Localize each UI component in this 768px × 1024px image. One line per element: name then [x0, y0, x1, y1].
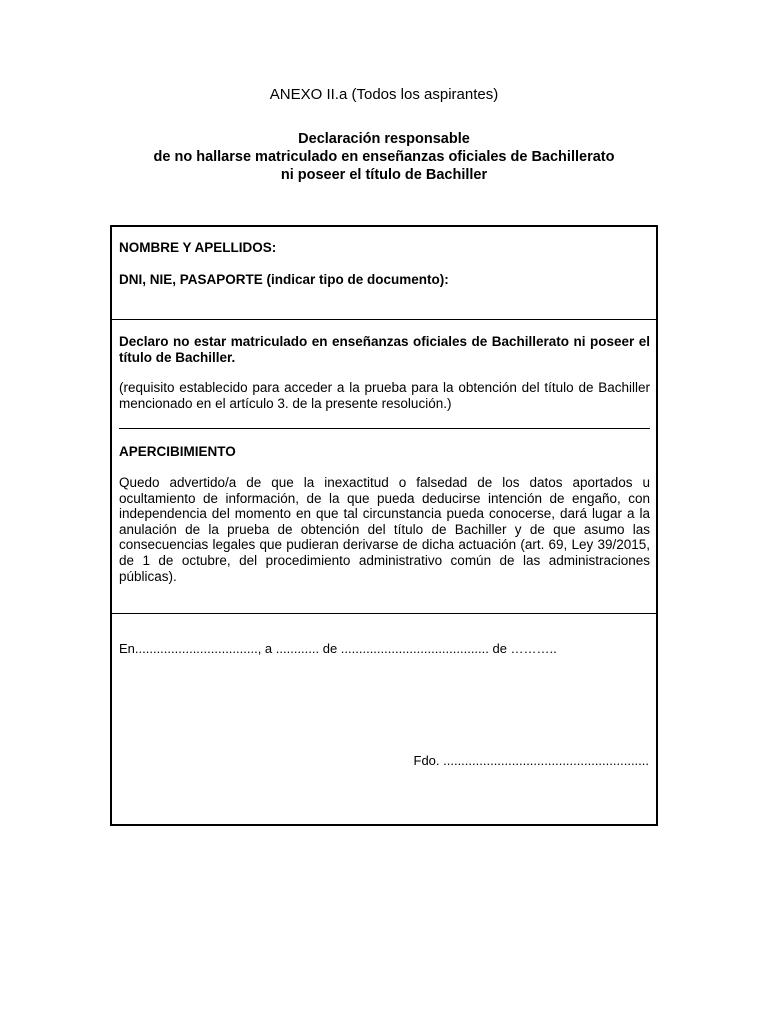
id-document-field[interactable]: DNI, NIE, PASAPORTE (indicar tipo de documento): — [119, 272, 449, 287]
declaration-section — [112, 320, 656, 614]
document-heading — [0, 130, 768, 184]
signature-line[interactable]: Fdo. ......................................................... — [413, 753, 649, 768]
full-name-field[interactable]: NOMBRE Y APELLIDOS: — [119, 240, 277, 255]
signature-section — [112, 614, 656, 824]
annex-title: ANEXO II.a (Todos los aspirantes) — [269, 86, 499, 103]
requirement-note: (requisito establecido para acceder a la prueba para la obtención del título de Bachiller mencionado en el artículo 3. de la presente resolución.) — [119, 380, 650, 411]
heading-line-3: ni poseer el título de Bachiller — [280, 167, 488, 183]
declaration-form — [110, 225, 658, 826]
identification-section — [112, 227, 656, 320]
heading-line-1: Declaración responsable — [298, 131, 470, 147]
section-divider — [119, 428, 650, 429]
heading-line-2: de no hallarse matriculado en enseñanzas oficiales de Bachillerato — [153, 149, 615, 165]
warning-heading: APERCIBIMIENTO — [119, 444, 236, 459]
place-date-line[interactable]: En.................................., a ............ de ......................................... de ……….. — [119, 641, 557, 656]
declaration-statement: Declaro no estar matriculado en enseñanzas oficiales de Bachillerato ni poseer el título de Bachiller. — [119, 334, 650, 365]
warning-text: Quedo advertido/a de que la inexactitud o falsedad de los datos aportados u ocultamiento de información, de la que pueda deducirse intención de engaño, con independencia del momento en que tal circunstancia pueda conocerse, dará lugar a la anulación de la prueba de obtención del título de Bachiller y de que asumo las consecuencias legales que pudieran derivarse de dicha actuación (art. 69, Ley 39/2015, de 1 de octubre, del procedimiento administrativo común de las administraciones públicas). — [119, 475, 650, 584]
